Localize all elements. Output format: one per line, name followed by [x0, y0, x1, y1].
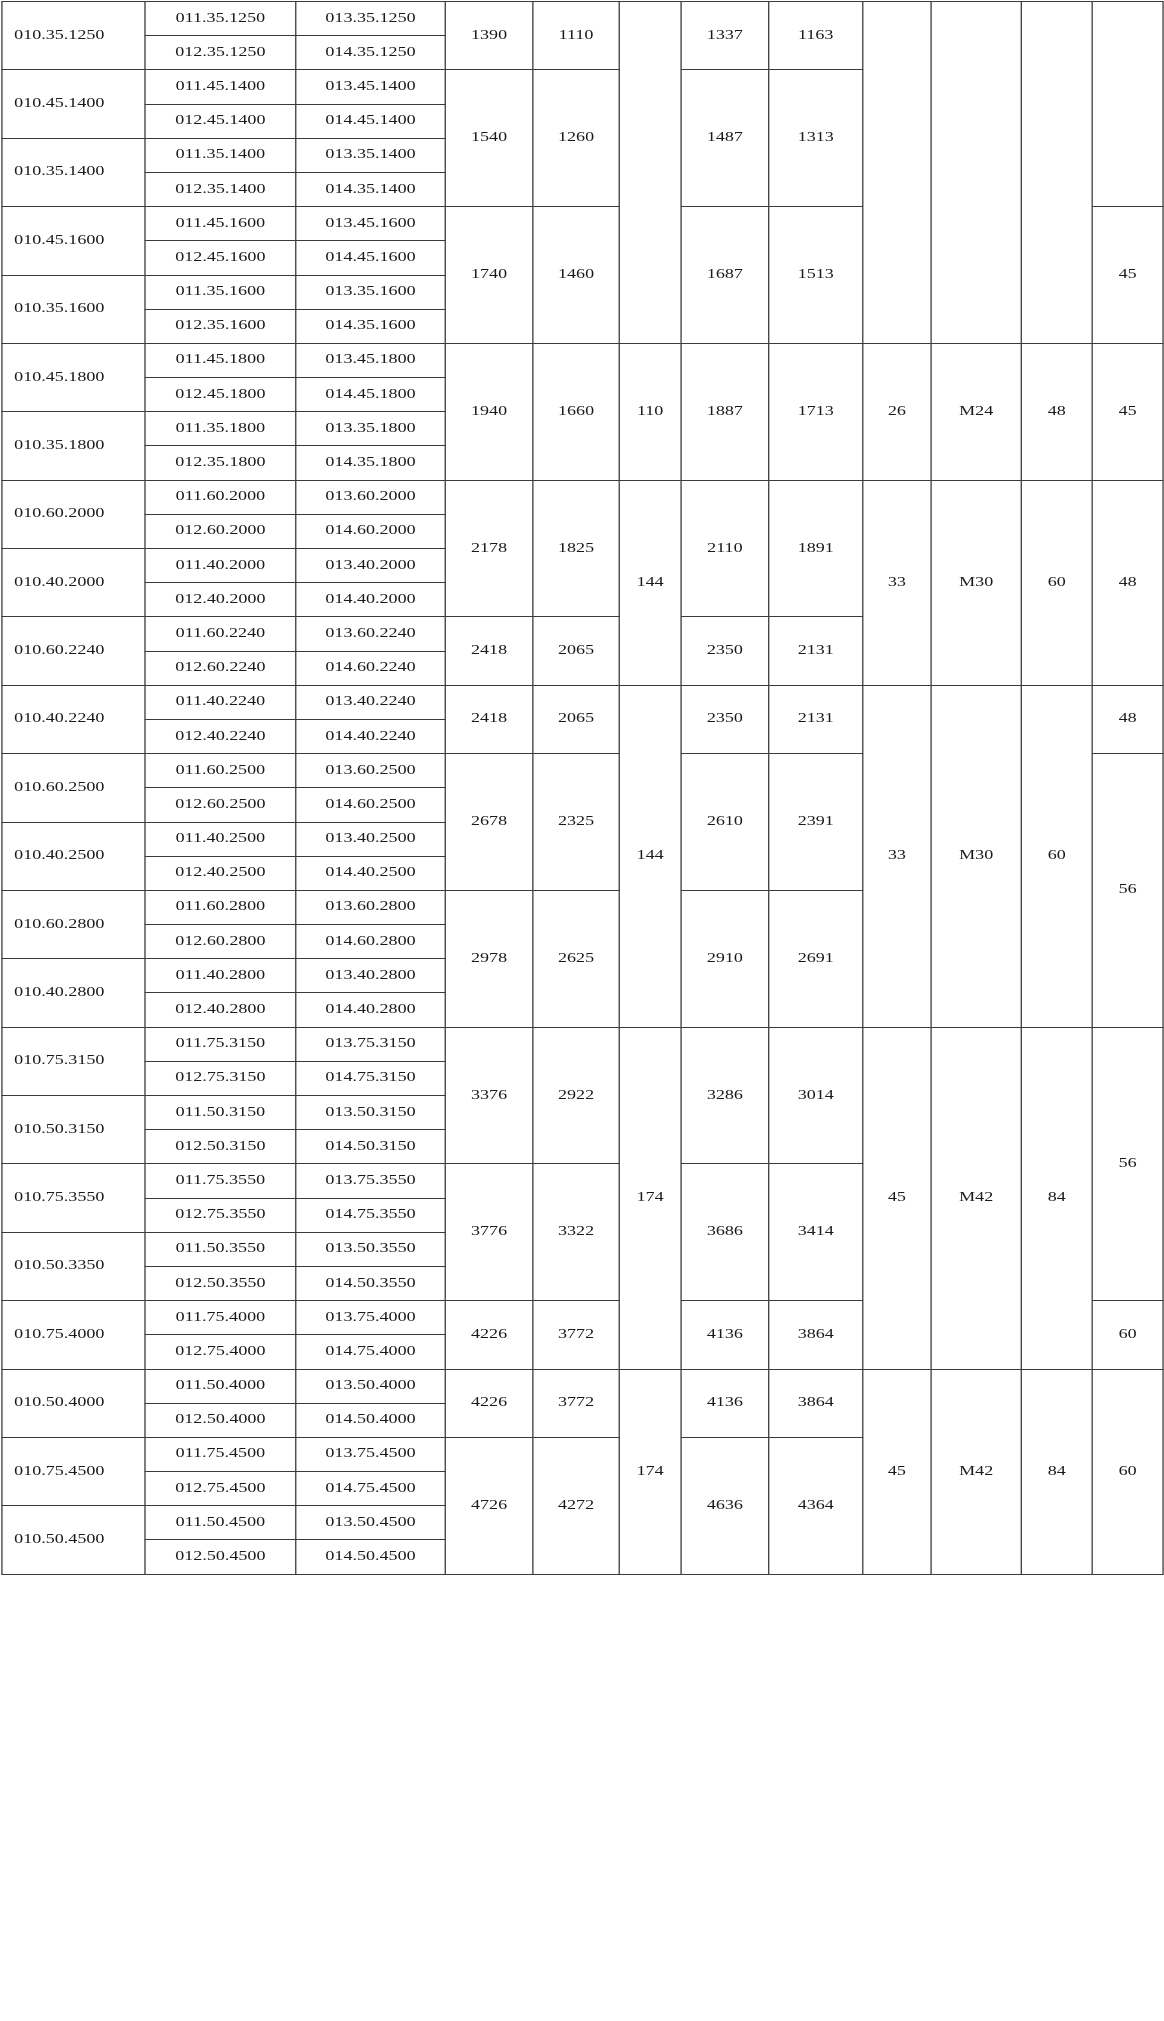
cell-variant_a: 012.40.2000: [145, 583, 296, 617]
cell-variant_a: 011.50.3150: [145, 1096, 296, 1130]
cell-variant_a: 011.35.1800: [145, 412, 296, 446]
cell-d2: 3322: [533, 1164, 619, 1301]
cell-d2: 2625: [533, 890, 619, 1027]
cell-model: 010.60.2240: [2, 617, 145, 685]
cell-variant_a: 012.35.1400: [145, 172, 296, 206]
cell-variant_b: 014.45.1800: [296, 378, 445, 412]
cell-d6: 45: [863, 1369, 931, 1574]
cell-variant_b: 013.75.4500: [296, 1437, 445, 1471]
cell-d1: 2678: [445, 754, 533, 891]
cell-thread: M42: [931, 1369, 1021, 1574]
cell-d1: 4726: [445, 1437, 533, 1574]
cell-variant_a: 012.40.2500: [145, 856, 296, 890]
cell-d2: 2325: [533, 754, 619, 891]
cell-d5: 2131: [769, 685, 863, 753]
cell-d5: 1891: [769, 480, 863, 617]
cell-variant_b: 013.35.1400: [296, 138, 445, 172]
cell-variant_b: 013.60.2500: [296, 754, 445, 788]
cell-d1: 2418: [445, 685, 533, 753]
cell-variant_a: 012.35.1800: [145, 446, 296, 480]
cell-variant_b: 013.60.2240: [296, 617, 445, 651]
cell-variant_b: 014.50.3550: [296, 1266, 445, 1300]
cell-model: 010.75.3550: [2, 1164, 145, 1232]
cell-d7: 84: [1021, 1369, 1092, 1574]
cell-variant_a: 012.50.3550: [145, 1266, 296, 1300]
table-row: [2, 1027, 1163, 1061]
cell-d2: 3772: [533, 1301, 619, 1369]
cell-variant_b: 014.75.4000: [296, 1335, 445, 1369]
cell-variant_b: 013.40.2240: [296, 685, 445, 719]
cell-model: 010.45.1400: [2, 70, 145, 138]
cell-variant_a: 011.35.1250: [145, 2, 296, 36]
cell-variant_b: 013.45.1600: [296, 207, 445, 241]
cell-variant_a: 012.40.2800: [145, 993, 296, 1027]
cell-variant_b: 014.60.2800: [296, 925, 445, 959]
cell-variant_a: 012.45.1400: [145, 104, 296, 138]
cell-d1: 2178: [445, 480, 533, 617]
cell-variant_b: 013.50.3550: [296, 1232, 445, 1266]
cell-variant_a: 011.75.3150: [145, 1027, 296, 1061]
cell-d8: 56: [1092, 1027, 1163, 1301]
cell-variant_a: 012.60.2500: [145, 788, 296, 822]
cell-thread: M30: [931, 685, 1021, 1027]
cell-d4: 2110: [681, 480, 769, 617]
cell-d1: 1740: [445, 207, 533, 344]
cell-model: 010.75.4500: [2, 1437, 145, 1505]
cell-d3: 174: [619, 1369, 681, 1574]
cell-d3: 144: [619, 480, 681, 685]
cell-variant_b: 014.50.3150: [296, 1130, 445, 1164]
spec-table: [1, 1, 1163, 1575]
cell-variant_b: 014.40.2800: [296, 993, 445, 1027]
cell-variant_b: 014.60.2000: [296, 514, 445, 548]
cell-variant_a: 011.60.2800: [145, 890, 296, 924]
cell-d1: 2418: [445, 617, 533, 685]
cell-d4: 3686: [681, 1164, 769, 1301]
cell-variant_b: 013.75.4000: [296, 1301, 445, 1335]
cell-d2: 4272: [533, 1437, 619, 1574]
cell-d7: [1021, 2, 1092, 344]
cell-variant_b: 013.40.2800: [296, 959, 445, 993]
cell-variant_b: 013.50.4500: [296, 1506, 445, 1540]
cell-variant_b: 014.35.1600: [296, 309, 445, 343]
cell-variant_b: 014.45.1600: [296, 241, 445, 275]
cell-d7: 60: [1021, 480, 1092, 685]
cell-variant_a: 011.35.1400: [145, 138, 296, 172]
cell-variant_b: 014.75.3550: [296, 1198, 445, 1232]
cell-d7: 48: [1021, 343, 1092, 480]
table-row: [2, 343, 1163, 377]
cell-variant_a: 012.40.2240: [145, 719, 296, 753]
cell-d7: 60: [1021, 685, 1092, 1027]
cell-variant_a: 011.75.4500: [145, 1437, 296, 1471]
cell-variant_a: 011.60.2000: [145, 480, 296, 514]
cell-d1: 1390: [445, 2, 533, 70]
cell-d4: 4136: [681, 1369, 769, 1437]
table-row: [2, 1369, 1163, 1403]
cell-d5: 1713: [769, 343, 863, 480]
cell-variant_a: 011.35.1600: [145, 275, 296, 309]
cell-variant_b: 013.40.2000: [296, 549, 445, 583]
cell-d2: 1460: [533, 207, 619, 344]
cell-variant_b: 014.40.2500: [296, 856, 445, 890]
cell-d4: 2350: [681, 685, 769, 753]
cell-variant_b: 014.60.2500: [296, 788, 445, 822]
cell-variant_b: 013.60.2800: [296, 890, 445, 924]
cell-d4: 1687: [681, 207, 769, 344]
cell-d5: 2131: [769, 617, 863, 685]
cell-d4: 4136: [681, 1301, 769, 1369]
cell-variant_a: 012.50.4000: [145, 1403, 296, 1437]
cell-variant_a: 011.75.4000: [145, 1301, 296, 1335]
cell-d1: 4226: [445, 1301, 533, 1369]
cell-d5: 3864: [769, 1369, 863, 1437]
cell-d2: 1825: [533, 480, 619, 617]
cell-d6: 45: [863, 1027, 931, 1369]
cell-variant_a: 011.40.2800: [145, 959, 296, 993]
cell-variant_b: 014.35.1250: [296, 36, 445, 70]
cell-variant_b: 013.35.1800: [296, 412, 445, 446]
cell-d1: 3776: [445, 1164, 533, 1301]
cell-variant_a: 012.45.1800: [145, 378, 296, 412]
cell-d3: 144: [619, 685, 681, 1027]
cell-variant_b: 013.75.3150: [296, 1027, 445, 1061]
cell-variant_b: 013.40.2500: [296, 822, 445, 856]
cell-variant_a: 012.60.2240: [145, 651, 296, 685]
cell-d2: 3772: [533, 1369, 619, 1437]
cell-d1: 1540: [445, 70, 533, 207]
cell-thread: M24: [931, 343, 1021, 480]
cell-variant_a: 012.75.3150: [145, 1061, 296, 1095]
cell-variant_b: 014.35.1800: [296, 446, 445, 480]
cell-d2: 1260: [533, 70, 619, 207]
cell-variant_b: 014.75.3150: [296, 1061, 445, 1095]
cell-model: 010.45.1800: [2, 343, 145, 411]
cell-d8: 45: [1092, 343, 1163, 480]
cell-d7: 84: [1021, 1027, 1092, 1369]
cell-d2: 2065: [533, 617, 619, 685]
cell-d4: 2610: [681, 754, 769, 891]
cell-d8: 60: [1092, 1301, 1163, 1369]
cell-variant_b: 014.45.1400: [296, 104, 445, 138]
cell-model: 010.40.2000: [2, 549, 145, 617]
cell-d6: [863, 2, 931, 344]
cell-thread: M42: [931, 1027, 1021, 1369]
cell-variant_a: 012.75.4500: [145, 1472, 296, 1506]
cell-model: 010.75.4000: [2, 1301, 145, 1369]
cell-variant_a: 012.35.1600: [145, 309, 296, 343]
table-row: [2, 685, 1163, 719]
cell-d4: 1887: [681, 343, 769, 480]
cell-variant_a: 011.40.2240: [145, 685, 296, 719]
cell-d1: 4226: [445, 1369, 533, 1437]
cell-d8: [1092, 2, 1163, 207]
cell-model: 010.40.2240: [2, 685, 145, 753]
cell-d2: 2065: [533, 685, 619, 753]
cell-model: 010.35.1250: [2, 2, 145, 70]
cell-thread: M30: [931, 480, 1021, 685]
cell-variant_b: 014.40.2240: [296, 719, 445, 753]
cell-variant_a: 012.75.3550: [145, 1198, 296, 1232]
cell-d5: 1513: [769, 207, 863, 344]
cell-variant_a: 012.60.2800: [145, 925, 296, 959]
cell-model: 010.50.4000: [2, 1369, 145, 1437]
cell-d4: 1337: [681, 2, 769, 70]
cell-model: 010.60.2800: [2, 890, 145, 958]
cell-d4: 2910: [681, 890, 769, 1027]
cell-variant_a: 012.75.4000: [145, 1335, 296, 1369]
cell-variant_b: 014.50.4000: [296, 1403, 445, 1437]
cell-d1: 3376: [445, 1027, 533, 1164]
cell-variant_b: 013.75.3550: [296, 1164, 445, 1198]
cell-variant_b: 013.35.1250: [296, 2, 445, 36]
cell-model: 010.60.2000: [2, 480, 145, 548]
cell-d1: 2978: [445, 890, 533, 1027]
cell-d8: 56: [1092, 754, 1163, 1028]
cell-model: 010.35.1800: [2, 412, 145, 480]
cell-model: 010.35.1400: [2, 138, 145, 206]
cell-d4: 3286: [681, 1027, 769, 1164]
cell-variant_a: 011.60.2500: [145, 754, 296, 788]
cell-variant_a: 011.45.1400: [145, 70, 296, 104]
cell-variant_b: 013.50.3150: [296, 1096, 445, 1130]
cell-variant_b: 013.35.1600: [296, 275, 445, 309]
cell-d5: 3864: [769, 1301, 863, 1369]
cell-d5: 1313: [769, 70, 863, 207]
cell-d5: 4364: [769, 1437, 863, 1574]
cell-d5: 1163: [769, 2, 863, 70]
cell-variant_a: 011.45.1800: [145, 343, 296, 377]
table-row: [2, 2, 1163, 36]
cell-variant_b: 014.50.4500: [296, 1540, 445, 1574]
cell-model: 010.60.2500: [2, 754, 145, 822]
cell-d8: 45: [1092, 207, 1163, 344]
cell-variant_a: 012.35.1250: [145, 36, 296, 70]
cell-variant_b: 014.75.4500: [296, 1472, 445, 1506]
cell-d2: 1660: [533, 343, 619, 480]
cell-d4: 2350: [681, 617, 769, 685]
table-row: [2, 480, 1163, 514]
cell-variant_b: 014.35.1400: [296, 172, 445, 206]
cell-d5: 2691: [769, 890, 863, 1027]
cell-d4: 4636: [681, 1437, 769, 1574]
cell-variant_a: 012.45.1600: [145, 241, 296, 275]
cell-variant_a: 011.40.2000: [145, 549, 296, 583]
cell-model: 010.45.1600: [2, 207, 145, 275]
cell-variant_a: 012.50.3150: [145, 1130, 296, 1164]
cell-thread: [931, 2, 1021, 344]
cell-d5: 3414: [769, 1164, 863, 1301]
cell-variant_a: 012.60.2000: [145, 514, 296, 548]
cell-variant_a: 011.60.2240: [145, 617, 296, 651]
cell-d2: 2922: [533, 1027, 619, 1164]
cell-d4: 1487: [681, 70, 769, 207]
cell-d5: 3014: [769, 1027, 863, 1164]
cell-d2: 1110: [533, 2, 619, 70]
cell-d6: 33: [863, 480, 931, 685]
cell-d6: 33: [863, 685, 931, 1027]
cell-variant_a: 011.50.4500: [145, 1506, 296, 1540]
cell-model: 010.50.3350: [2, 1232, 145, 1300]
cell-variant_b: 013.45.1800: [296, 343, 445, 377]
cell-variant_a: 011.75.3550: [145, 1164, 296, 1198]
cell-model: 010.75.3150: [2, 1027, 145, 1095]
cell-d8: 48: [1092, 685, 1163, 753]
cell-model: 010.40.2500: [2, 822, 145, 890]
cell-variant_a: 011.50.3550: [145, 1232, 296, 1266]
cell-d8: 60: [1092, 1369, 1163, 1574]
cell-variant_b: 014.40.2000: [296, 583, 445, 617]
cell-d5: 2391: [769, 754, 863, 891]
cell-model: 010.35.1600: [2, 275, 145, 343]
cell-d3: [619, 2, 681, 344]
cell-variant_a: 011.40.2500: [145, 822, 296, 856]
cell-variant_a: 012.50.4500: [145, 1540, 296, 1574]
cell-variant_b: 013.50.4000: [296, 1369, 445, 1403]
cell-variant_b: 014.60.2240: [296, 651, 445, 685]
cell-model: 010.50.4500: [2, 1506, 145, 1574]
cell-variant_b: 013.45.1400: [296, 70, 445, 104]
cell-model: 010.40.2800: [2, 959, 145, 1027]
cell-model: 010.50.3150: [2, 1096, 145, 1164]
cell-variant_b: 013.60.2000: [296, 480, 445, 514]
cell-d6: 26: [863, 343, 931, 480]
cell-variant_a: 011.45.1600: [145, 207, 296, 241]
cell-variant_a: 011.50.4000: [145, 1369, 296, 1403]
cell-d8: 48: [1092, 480, 1163, 685]
cell-d3: 174: [619, 1027, 681, 1369]
cell-d3: 110: [619, 343, 681, 480]
cell-d1: 1940: [445, 343, 533, 480]
